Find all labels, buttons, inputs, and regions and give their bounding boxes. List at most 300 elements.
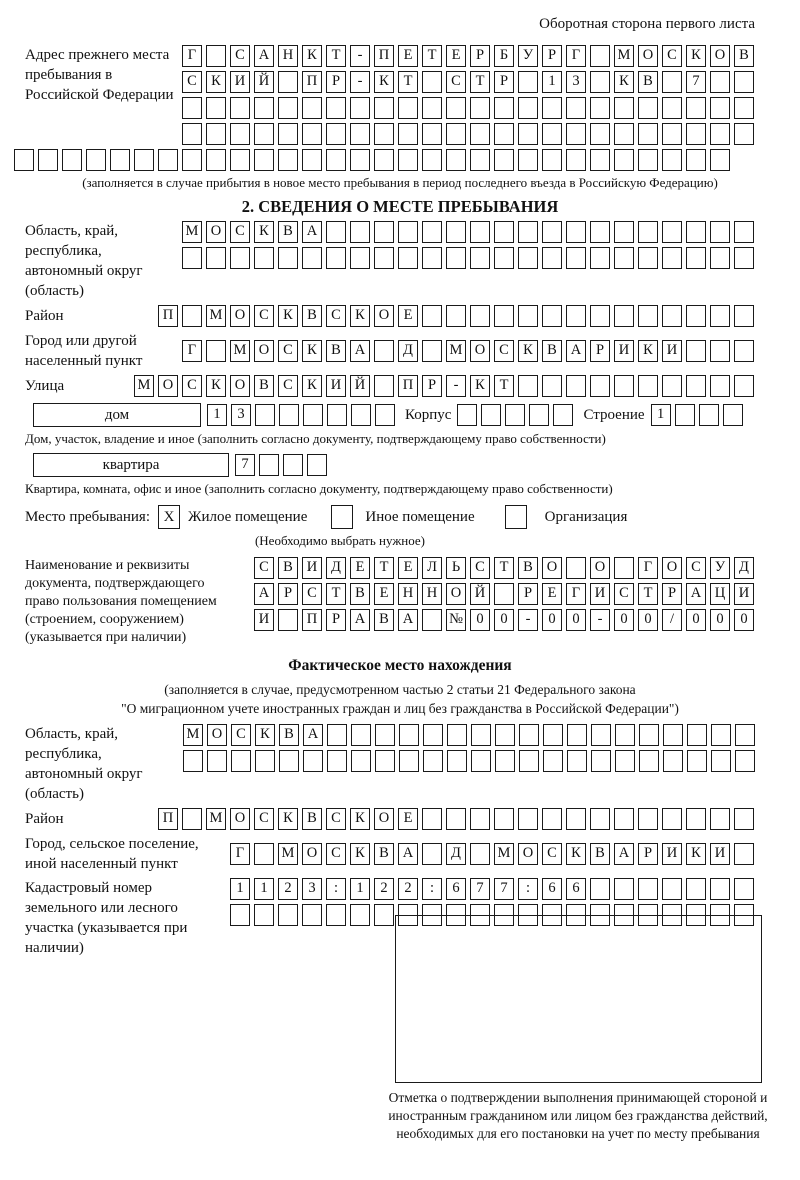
grid-cell[interactable]: В (278, 557, 298, 579)
grid-cell[interactable] (687, 750, 707, 772)
grid-cell[interactable] (495, 750, 515, 772)
grid-cell[interactable] (86, 149, 106, 171)
grid-cell[interactable] (638, 97, 658, 119)
grid-cell[interactable] (303, 750, 323, 772)
grid-cell[interactable] (206, 149, 226, 171)
grid-cell[interactable]: К (350, 843, 370, 865)
grid-cell[interactable] (350, 123, 370, 145)
grid-cell[interactable]: Т (470, 71, 490, 93)
grid-cell[interactable]: И (710, 843, 730, 865)
grid-cell[interactable] (662, 878, 682, 900)
grid-cell[interactable] (398, 123, 418, 145)
grid-cell[interactable] (471, 724, 491, 746)
grid-cell[interactable]: А (254, 45, 274, 67)
grid-cell[interactable] (446, 97, 466, 119)
grid-cell[interactable]: К (686, 843, 706, 865)
grid-cell[interactable] (230, 904, 250, 926)
grid-cell[interactable]: Р (470, 45, 490, 67)
grid-cell[interactable] (254, 904, 274, 926)
checkbox-other-premises[interactable] (331, 505, 353, 529)
grid-cell[interactable] (422, 808, 442, 830)
grid-cell[interactable] (398, 149, 418, 171)
grid-cell[interactable]: А (302, 221, 322, 243)
grid-cell[interactable]: М (134, 375, 154, 397)
grid-cell[interactable] (278, 609, 298, 631)
grid-cell[interactable]: 1 (542, 71, 562, 93)
grid-cell[interactable] (662, 247, 682, 269)
grid-cell[interactable] (254, 149, 274, 171)
grid-cell[interactable]: - (350, 71, 370, 93)
grid-cell[interactable]: Е (398, 557, 418, 579)
grid-cell[interactable] (182, 305, 202, 327)
grid-cell[interactable] (446, 149, 466, 171)
grid-cell[interactable]: И (614, 340, 634, 362)
grid-cell[interactable] (350, 149, 370, 171)
grid-cell[interactable] (519, 750, 539, 772)
grid-cell[interactable]: 2 (278, 878, 298, 900)
grid-cell[interactable]: Г (230, 843, 250, 865)
grid-cell[interactable]: И (302, 557, 322, 579)
grid-cell[interactable]: Р (638, 843, 658, 865)
grid-cell[interactable] (543, 724, 563, 746)
grid-cell[interactable]: М (278, 843, 298, 865)
grid-cell[interactable] (423, 750, 443, 772)
grid-cell[interactable] (206, 247, 226, 269)
grid-cell[interactable] (519, 724, 539, 746)
grid-cell[interactable] (302, 97, 322, 119)
grid-cell[interactable] (422, 123, 442, 145)
grid-cell[interactable]: № (446, 609, 466, 631)
grid-cell[interactable] (566, 305, 586, 327)
grid-cell[interactable] (206, 97, 226, 119)
grid-cell[interactable] (663, 724, 683, 746)
grid-cell[interactable] (710, 305, 730, 327)
grid-cell[interactable] (279, 404, 299, 426)
grid-cell[interactable] (398, 221, 418, 243)
grid-cell[interactable] (615, 724, 635, 746)
grid-cell[interactable]: С (470, 557, 490, 579)
grid-cell[interactable]: Е (398, 45, 418, 67)
grid-cell[interactable] (591, 724, 611, 746)
grid-cell[interactable] (638, 221, 658, 243)
grid-cell[interactable] (614, 221, 634, 243)
grid-cell[interactable]: : (326, 878, 346, 900)
grid-cell[interactable]: В (734, 45, 754, 67)
grid-cell[interactable] (494, 808, 514, 830)
grid-cell[interactable] (422, 305, 442, 327)
grid-cell[interactable] (254, 97, 274, 119)
grid-cell[interactable] (638, 149, 658, 171)
grid-cell[interactable]: О (662, 557, 682, 579)
grid-cell[interactable] (422, 609, 442, 631)
grid-cell[interactable]: С (182, 375, 202, 397)
grid-cell[interactable] (662, 221, 682, 243)
grid-cell[interactable] (278, 123, 298, 145)
grid-cell[interactable] (590, 123, 610, 145)
grid-cell[interactable]: - (446, 375, 466, 397)
grid-cell[interactable]: В (302, 808, 322, 830)
grid-cell[interactable] (470, 97, 490, 119)
grid-cell[interactable]: Г (566, 45, 586, 67)
grid-cell[interactable]: О (446, 583, 466, 605)
grid-cell[interactable] (254, 843, 274, 865)
grid-cell[interactable]: 0 (734, 609, 754, 631)
grid-cell[interactable] (638, 878, 658, 900)
grid-cell[interactable]: А (254, 583, 274, 605)
grid-cell[interactable]: С (302, 583, 322, 605)
grid-cell[interactable] (206, 340, 226, 362)
grid-cell[interactable] (590, 375, 610, 397)
grid-cell[interactable] (686, 247, 706, 269)
grid-cell[interactable]: К (255, 724, 275, 746)
grid-cell[interactable]: О (230, 808, 250, 830)
grid-cell[interactable]: Т (638, 583, 658, 605)
grid-cell[interactable]: 0 (710, 609, 730, 631)
grid-cell[interactable] (566, 149, 586, 171)
grid-cell[interactable] (374, 221, 394, 243)
grid-cell[interactable]: Т (494, 375, 514, 397)
grid-cell[interactable]: 3 (302, 878, 322, 900)
grid-cell[interactable] (518, 247, 538, 269)
grid-cell[interactable]: К (350, 808, 370, 830)
grid-cell[interactable] (110, 149, 130, 171)
grid-cell[interactable]: В (518, 557, 538, 579)
grid-cell[interactable]: А (398, 843, 418, 865)
grid-cell[interactable] (590, 305, 610, 327)
grid-cell[interactable]: Н (278, 45, 298, 67)
grid-cell[interactable] (302, 149, 322, 171)
grid-cell[interactable] (710, 878, 730, 900)
grid-cell[interactable] (542, 305, 562, 327)
grid-cell[interactable]: 3 (231, 404, 251, 426)
grid-cell[interactable] (591, 750, 611, 772)
grid-cell[interactable] (638, 305, 658, 327)
grid-cell[interactable]: 6 (542, 878, 562, 900)
grid-cell[interactable]: 2 (398, 878, 418, 900)
grid-cell[interactable] (542, 375, 562, 397)
grid-cell[interactable] (374, 97, 394, 119)
grid-cell[interactable] (543, 750, 563, 772)
grid-cell[interactable]: П (158, 305, 178, 327)
grid-cell[interactable] (494, 149, 514, 171)
grid-cell[interactable]: П (302, 71, 322, 93)
grid-cell[interactable] (182, 808, 202, 830)
grid-cell[interactable]: С (254, 557, 274, 579)
grid-cell[interactable]: Г (638, 557, 658, 579)
grid-cell[interactable] (283, 454, 303, 476)
grid-cell[interactable]: К (638, 340, 658, 362)
grid-cell[interactable] (350, 904, 370, 926)
grid-cell[interactable]: С (326, 305, 346, 327)
grid-cell[interactable] (326, 97, 346, 119)
grid-cell[interactable] (734, 221, 754, 243)
grid-cell[interactable] (734, 843, 754, 865)
grid-cell[interactable]: Г (182, 45, 202, 67)
grid-cell[interactable] (182, 97, 202, 119)
grid-cell[interactable]: К (566, 843, 586, 865)
grid-cell[interactable] (447, 724, 467, 746)
grid-cell[interactable] (518, 97, 538, 119)
grid-cell[interactable] (446, 305, 466, 327)
grid-cell[interactable] (566, 808, 586, 830)
grid-cell[interactable]: Й (470, 583, 490, 605)
grid-cell[interactable]: П (374, 45, 394, 67)
grid-cell[interactable] (494, 247, 514, 269)
grid-cell[interactable]: К (302, 340, 322, 362)
grid-cell[interactable] (590, 247, 610, 269)
grid-cell[interactable] (446, 221, 466, 243)
grid-cell[interactable]: В (278, 221, 298, 243)
grid-cell[interactable] (375, 404, 395, 426)
grid-cell[interactable] (206, 123, 226, 145)
grid-cell[interactable] (422, 247, 442, 269)
grid-cell[interactable]: Н (422, 583, 442, 605)
grid-cell[interactable]: О (207, 724, 227, 746)
grid-cell[interactable] (723, 404, 743, 426)
grid-cell[interactable] (518, 123, 538, 145)
grid-cell[interactable] (259, 454, 279, 476)
grid-cell[interactable] (326, 904, 346, 926)
grid-cell[interactable]: О (230, 375, 250, 397)
grid-cell[interactable]: Г (182, 340, 202, 362)
grid-cell[interactable]: О (638, 45, 658, 67)
grid-cell[interactable]: С (662, 45, 682, 67)
grid-cell[interactable] (302, 904, 322, 926)
grid-cell[interactable]: Б (494, 45, 514, 67)
grid-cell[interactable]: О (230, 305, 250, 327)
grid-cell[interactable] (422, 71, 442, 93)
grid-cell[interactable] (230, 149, 250, 171)
grid-cell[interactable] (398, 97, 418, 119)
grid-cell[interactable] (327, 404, 347, 426)
grid-cell[interactable] (662, 375, 682, 397)
grid-cell[interactable]: С (230, 45, 250, 67)
grid-cell[interactable] (302, 247, 322, 269)
grid-cell[interactable] (518, 149, 538, 171)
grid-cell[interactable]: В (350, 583, 370, 605)
grid-cell[interactable]: Е (446, 45, 466, 67)
grid-cell[interactable]: Р (326, 609, 346, 631)
grid-cell[interactable] (639, 724, 659, 746)
grid-cell[interactable]: О (158, 375, 178, 397)
grid-cell[interactable] (254, 123, 274, 145)
grid-cell[interactable]: В (302, 305, 322, 327)
grid-cell[interactable] (350, 221, 370, 243)
grid-cell[interactable] (710, 71, 730, 93)
grid-cell[interactable]: Й (254, 71, 274, 93)
grid-cell[interactable]: 7 (470, 878, 490, 900)
grid-cell[interactable] (710, 247, 730, 269)
grid-cell[interactable] (614, 375, 634, 397)
grid-cell[interactable] (278, 149, 298, 171)
grid-cell[interactable]: К (374, 71, 394, 93)
grid-cell[interactable] (302, 123, 322, 145)
grid-cell[interactable] (662, 97, 682, 119)
grid-cell[interactable]: Т (374, 557, 394, 579)
grid-cell[interactable] (375, 724, 395, 746)
grid-cell[interactable]: О (542, 557, 562, 579)
grid-cell[interactable] (254, 247, 274, 269)
grid-cell[interactable] (494, 305, 514, 327)
grid-cell[interactable] (471, 750, 491, 772)
grid-cell[interactable]: А (566, 340, 586, 362)
grid-cell[interactable]: М (206, 305, 226, 327)
grid-cell[interactable] (481, 404, 501, 426)
grid-cell[interactable] (399, 724, 419, 746)
grid-cell[interactable]: 7 (494, 878, 514, 900)
grid-cell[interactable] (350, 97, 370, 119)
grid-cell[interactable]: С (686, 557, 706, 579)
grid-cell[interactable] (446, 808, 466, 830)
grid-cell[interactable] (638, 808, 658, 830)
grid-cell[interactable] (38, 149, 58, 171)
grid-cell[interactable]: К (206, 71, 226, 93)
grid-cell[interactable]: 1 (254, 878, 274, 900)
grid-cell[interactable] (326, 123, 346, 145)
grid-cell[interactable]: С (494, 340, 514, 362)
grid-cell[interactable]: Ц (710, 583, 730, 605)
grid-cell[interactable]: О (374, 305, 394, 327)
grid-cell[interactable]: 0 (566, 609, 586, 631)
grid-cell[interactable] (734, 878, 754, 900)
grid-cell[interactable] (734, 375, 754, 397)
grid-cell[interactable] (14, 149, 34, 171)
grid-cell[interactable] (529, 404, 549, 426)
grid-cell[interactable]: Р (494, 71, 514, 93)
grid-cell[interactable] (230, 97, 250, 119)
grid-cell[interactable]: К (302, 45, 322, 67)
grid-cell[interactable]: 0 (542, 609, 562, 631)
grid-cell[interactable] (423, 724, 443, 746)
grid-cell[interactable]: С (326, 808, 346, 830)
grid-cell[interactable]: В (374, 609, 394, 631)
grid-cell[interactable]: М (182, 221, 202, 243)
grid-cell[interactable] (303, 404, 323, 426)
grid-cell[interactable] (518, 71, 538, 93)
grid-cell[interactable] (686, 808, 706, 830)
grid-cell[interactable] (518, 808, 538, 830)
grid-cell[interactable]: В (542, 340, 562, 362)
grid-cell[interactable] (590, 221, 610, 243)
grid-cell[interactable]: У (518, 45, 538, 67)
grid-cell[interactable]: 1 (230, 878, 250, 900)
grid-cell[interactable]: Д (734, 557, 754, 579)
grid-cell[interactable]: С (230, 221, 250, 243)
grid-cell[interactable] (686, 97, 706, 119)
grid-cell[interactable] (494, 97, 514, 119)
grid-cell[interactable]: И (590, 583, 610, 605)
grid-cell[interactable] (662, 808, 682, 830)
grid-cell[interactable] (350, 247, 370, 269)
grid-cell[interactable]: : (518, 878, 538, 900)
grid-cell[interactable] (686, 149, 706, 171)
grid-cell[interactable] (734, 123, 754, 145)
grid-cell[interactable] (255, 750, 275, 772)
grid-cell[interactable] (566, 97, 586, 119)
grid-cell[interactable] (675, 404, 695, 426)
grid-cell[interactable] (686, 340, 706, 362)
grid-cell[interactable] (590, 97, 610, 119)
grid-cell[interactable]: 0 (638, 609, 658, 631)
grid-cell[interactable] (566, 375, 586, 397)
grid-cell[interactable] (542, 247, 562, 269)
grid-cell[interactable]: В (279, 724, 299, 746)
grid-cell[interactable] (278, 247, 298, 269)
grid-cell[interactable] (351, 724, 371, 746)
grid-cell[interactable]: А (614, 843, 634, 865)
grid-cell[interactable] (470, 305, 490, 327)
grid-cell[interactable]: В (590, 843, 610, 865)
grid-cell[interactable]: О (254, 340, 274, 362)
grid-cell[interactable]: К (686, 45, 706, 67)
grid-cell[interactable] (662, 71, 682, 93)
grid-cell[interactable] (710, 149, 730, 171)
grid-cell[interactable] (662, 149, 682, 171)
grid-cell[interactable]: О (470, 340, 490, 362)
grid-cell[interactable] (686, 878, 706, 900)
grid-cell[interactable]: 6 (566, 878, 586, 900)
grid-cell[interactable] (374, 904, 394, 926)
grid-cell[interactable]: М (494, 843, 514, 865)
grid-cell[interactable]: Е (398, 305, 418, 327)
grid-cell[interactable]: А (686, 583, 706, 605)
grid-cell[interactable] (230, 123, 250, 145)
grid-cell[interactable]: С (614, 583, 634, 605)
checkbox-residential-premises[interactable]: X (158, 505, 180, 529)
grid-cell[interactable] (614, 149, 634, 171)
grid-cell[interactable]: И (230, 71, 250, 93)
grid-cell[interactable]: К (350, 305, 370, 327)
grid-cell[interactable]: В (374, 843, 394, 865)
grid-cell[interactable] (207, 750, 227, 772)
grid-cell[interactable]: Р (662, 583, 682, 605)
grid-cell[interactable]: Е (398, 808, 418, 830)
grid-cell[interactable] (567, 724, 587, 746)
grid-cell[interactable]: Т (326, 45, 346, 67)
grid-cell[interactable]: 7 (235, 454, 255, 476)
grid-cell[interactable]: 6 (446, 878, 466, 900)
grid-cell[interactable] (614, 247, 634, 269)
grid-cell[interactable]: В (254, 375, 274, 397)
grid-cell[interactable]: К (470, 375, 490, 397)
grid-cell[interactable] (590, 878, 610, 900)
grid-cell[interactable] (374, 123, 394, 145)
grid-cell[interactable]: / (662, 609, 682, 631)
grid-cell[interactable]: - (590, 609, 610, 631)
grid-cell[interactable]: 1 (350, 878, 370, 900)
grid-cell[interactable]: Р (518, 583, 538, 605)
grid-cell[interactable] (230, 247, 250, 269)
grid-cell[interactable] (374, 340, 394, 362)
grid-cell[interactable]: О (374, 808, 394, 830)
grid-cell[interactable] (307, 454, 327, 476)
grid-cell[interactable] (422, 97, 442, 119)
grid-cell[interactable]: 0 (686, 609, 706, 631)
grid-cell[interactable] (457, 404, 477, 426)
grid-cell[interactable]: 3 (566, 71, 586, 93)
grid-cell[interactable] (446, 123, 466, 145)
grid-cell[interactable]: 1 (651, 404, 671, 426)
grid-cell[interactable]: Г (566, 583, 586, 605)
grid-cell[interactable] (398, 247, 418, 269)
grid-cell[interactable]: : (422, 878, 442, 900)
grid-cell[interactable] (711, 724, 731, 746)
grid-cell[interactable] (638, 375, 658, 397)
grid-cell[interactable] (710, 221, 730, 243)
grid-cell[interactable]: - (518, 609, 538, 631)
grid-cell[interactable]: 0 (494, 609, 514, 631)
grid-cell[interactable]: М (183, 724, 203, 746)
